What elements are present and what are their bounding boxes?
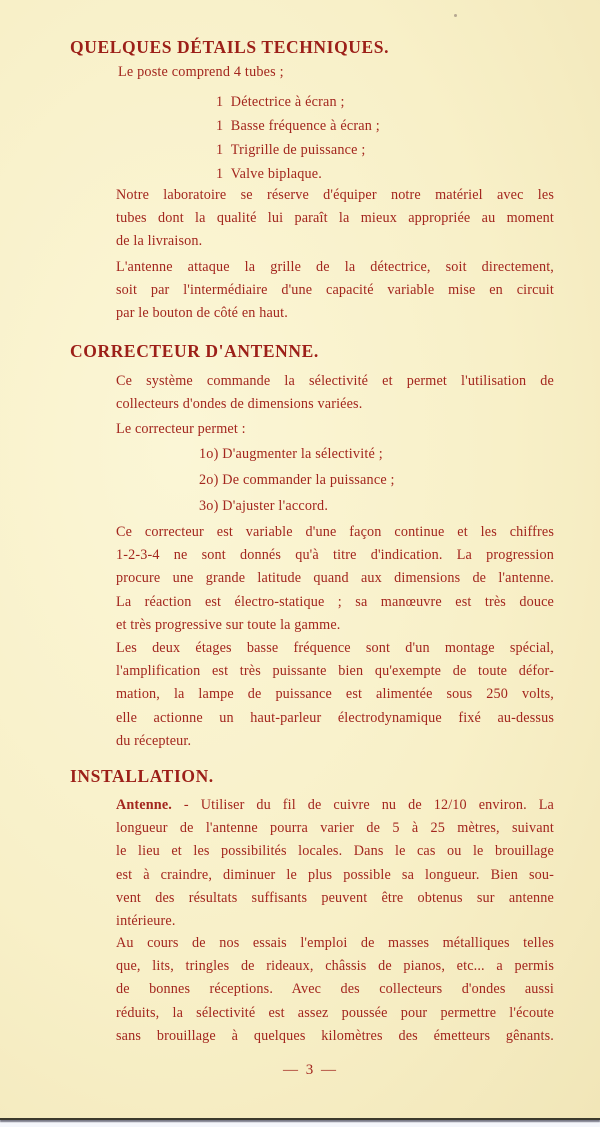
tube-label: Détectrice à écran ; <box>230 94 345 110</box>
section-heading-details-techniques: QUELQUES DÉTAILS TECHNIQUES. <box>70 37 390 57</box>
paragraph-laboratoire: Notre laboratoire se réserve d'équiper notre matériel avec les tubes dont la qualité lui paraît la mieux appropriée au moment de la livraison. <box>116 187 554 250</box>
function-item <box>199 472 395 489</box>
paragraph-correcteur-variable: Ce correcteur est variable d'une façon continue et les chiffres 1-2-3-4 ne sont donnés qu'à titre d'indication. La progression procure une grande latitude quand aux dimensions de l'antenne. La réaction est électro-statique ; sa manœuvre est très douce et très progressive sur toute la gamme. <box>116 524 554 633</box>
function-label: De commander la puissance ; <box>222 472 395 488</box>
tube-count: 1 <box>216 118 224 134</box>
antenne-lead: Antenne. <box>116 797 172 813</box>
function-item <box>199 446 383 463</box>
function-number: 3o) <box>199 498 219 514</box>
tubes-intro: Le poste comprend 4 tubes ; <box>118 64 284 80</box>
tube-label: Basse fréquence à écran ; <box>230 118 380 134</box>
tube-item <box>216 94 345 111</box>
page-number: — 3 — <box>283 1062 338 1078</box>
section-heading-installation: INSTALLATION. <box>70 766 214 786</box>
tube-count: 1 <box>216 142 224 158</box>
function-number: 2o) <box>199 472 219 488</box>
section-heading-correcteur: CORRECTEUR D'ANTENNE. <box>70 341 319 361</box>
paragraph-antenne-fil: Antenne. - Utiliser du fil de cuivre nu de 12/10 environ. La longueur de l'antenne pourra varier de 5 à 25 mètres, suivant le lieu et les possibilités locales. Dans le cas ou le brouillage est à craindre, diminuer le plus possible sa longueur. Bien sou- vent des résultats suffisants peuvent être obtenus sur antenne intérieure. <box>116 797 554 930</box>
tube-label: Valve biplaque. <box>230 166 323 182</box>
paragraph-systeme: Ce système commande la sélectivité et permet l'utilisation de collecteurs d'ondes de dimensions variées. <box>116 373 554 413</box>
function-label: D'ajuster l'accord. <box>222 498 329 514</box>
tube-item <box>216 166 322 183</box>
tube-count: 1 <box>216 166 224 182</box>
paragraph-antenne-grille: L'antenne attaque la grille de la détectrice, soit directement, soit par l'intermédiaire d'une capacité variable mise en circuit par le bouton de côté en haut. <box>116 259 554 322</box>
function-item <box>199 498 328 515</box>
function-label: D'augmenter la sélectivité ; <box>222 446 383 462</box>
tube-count: 1 <box>216 94 224 110</box>
tube-item <box>216 142 366 159</box>
paragraph-basse-frequence: Les deux étages basse fréquence sont d'un montage spécial, l'amplification est très puissante bien qu'exempte de toute défor- mation, la lampe de puissance est alimentée sous 250 volts, elle actionne un haut-parleur électrodynamique fixé au-dessus du récepteur. <box>116 640 554 749</box>
paragraph-correcteur-permet: Le correcteur permet : <box>116 421 246 437</box>
paper-speck <box>454 14 457 17</box>
paragraph-essais: Au cours de nos essais l'emploi de masses métalliques telles que, lits, tringles de rideaux, châssis de pianos, etc... a permis de bonnes réceptions. Avec des collecteurs d'ondes aussi réduits, la sélectivité est assez poussée pour permettre l'écoute sans brouillage à quelques kilomètres des émetteurs gênants. <box>116 935 554 1044</box>
function-number: 1o) <box>199 446 219 462</box>
tube-label: Trigrille de puissance ; <box>230 142 366 158</box>
tube-item <box>216 118 380 135</box>
